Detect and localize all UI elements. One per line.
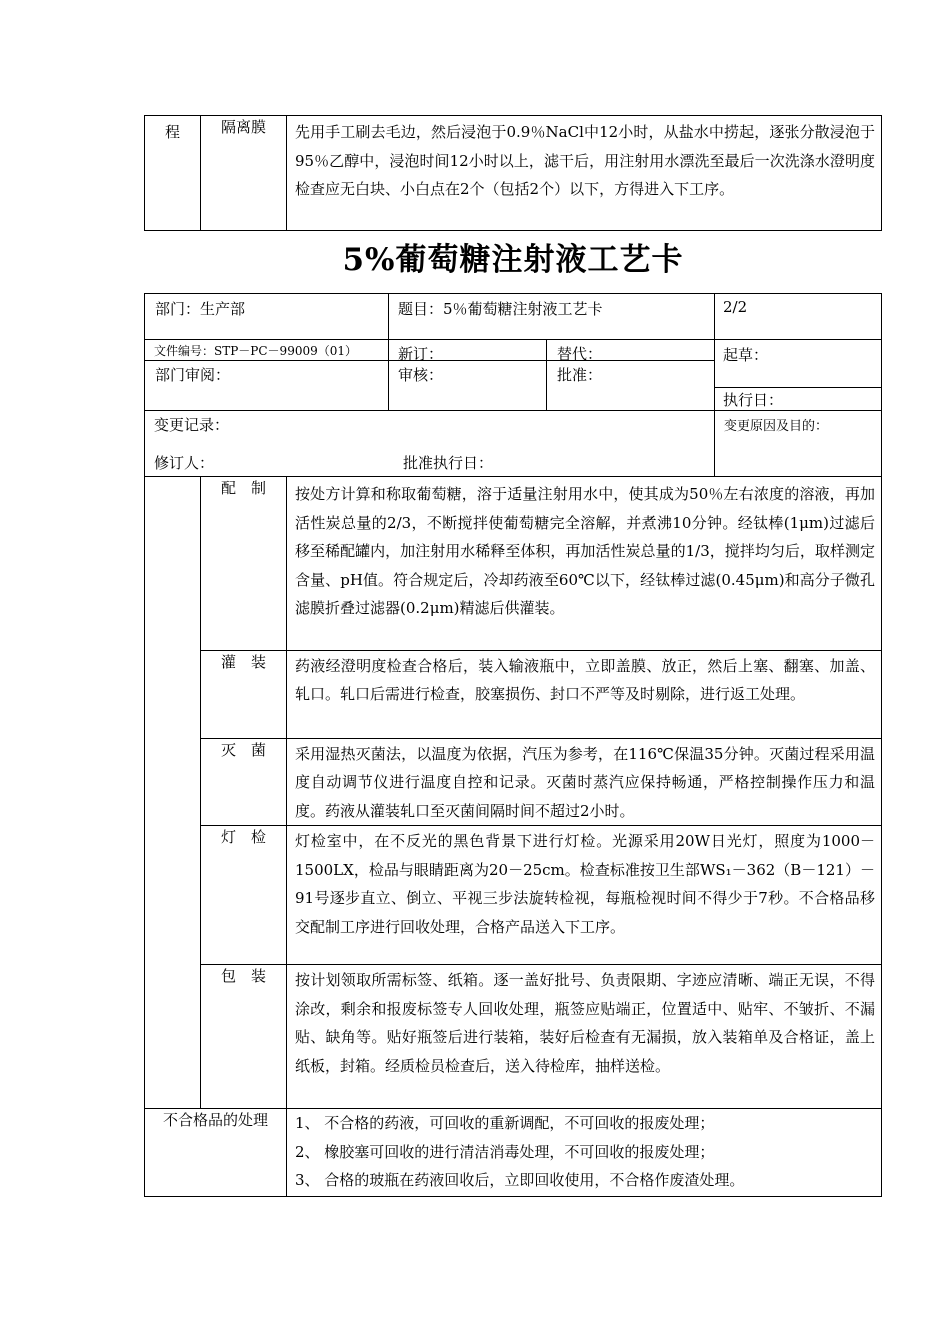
step-text: 按计划领取所需标签、纸箱。逐一盖好批号、负责限期、字迹应清晰、端正无误，不得涂改，剩余和报废标签专人回收处理，瓶签应贴端正，位置适中、贴牢、不皱折、不漏贴、缺角等。贴好瓶签后进行装箱，装好后检查有无漏损，放入装箱单及合格证，盖上纸板，封箱。经质检员检查后，送入待检库，抽样送检。	[295, 971, 875, 1075]
subject-cell	[388, 294, 715, 340]
process-row	[145, 477, 882, 650]
step-label-cell	[201, 477, 287, 650]
subject-text: 题目：5％葡萄糖注射液工艺卡	[398, 300, 603, 318]
execute-label: 执行日：	[723, 391, 784, 409]
department-text: 部门：生产部	[155, 300, 246, 318]
step-text-cell	[287, 826, 882, 965]
process-row	[145, 826, 882, 965]
step-text: 灯检室中，在不反光的黑色背景下进行灯检。光源采用20W日光灯，照度为1000－1500LX，检品与眼睛距离为20－25cm。检查标准按卫生部WS₁－362（B－121）－91号逐步直立、倒立、平视三步法旋转检视，每瓶检视时间不得少于7秒。不合格品移交配制工序进行回收处理，合格产品送入下工序。	[295, 832, 875, 936]
process-table	[144, 477, 882, 1197]
top-fragment-table	[144, 115, 882, 231]
replace-label: 替代：	[557, 345, 603, 363]
step-text-cell	[287, 965, 882, 1109]
new-label: 新订：	[398, 345, 444, 363]
audit-label: 审核：	[398, 366, 444, 384]
page-title: 5%葡萄糖注射液工艺卡	[342, 242, 684, 278]
step-label-cell	[201, 650, 287, 738]
stage-cell	[145, 477, 201, 1109]
step-text: 药液经澄明度检查合格后，装入输液瓶中，立即盖膜、放正，然后上塞、翻塞、加盖、轧口。轧口后需进行检查，胶塞损伤、封口不严等及时剔除，进行返工处理。	[295, 656, 875, 703]
step-label: 包 装	[220, 967, 266, 985]
file-number: 文件编号：STP－PC－99009（01）	[154, 344, 357, 358]
nonconform-list	[287, 1109, 881, 1195]
step-label-cell	[201, 826, 287, 965]
process-row	[145, 738, 882, 826]
stage-label: 程	[164, 123, 180, 141]
page-number: 2/2	[723, 298, 748, 316]
step-label: 灌 装	[220, 652, 266, 671]
step-text-cell	[287, 738, 882, 826]
process-row	[145, 965, 882, 1109]
nonconform-label-cell	[145, 1109, 287, 1197]
nonconform-text-cell	[287, 1109, 882, 1197]
change-record-label: 变更记录：	[154, 416, 230, 434]
draft-label: 起草：	[723, 346, 769, 364]
step-label-cell	[201, 965, 287, 1109]
dept-review-cell	[145, 360, 389, 411]
step-text-cell	[287, 477, 882, 650]
change-reason-label: 变更原因及目的：	[724, 419, 829, 434]
dept-review-label: 部门审阅：	[155, 366, 231, 384]
step-text-cell	[287, 650, 882, 738]
title-block	[144, 234, 882, 279]
step-label-cell	[201, 738, 287, 826]
nonconform-label: 不合格品的处理	[162, 1111, 268, 1129]
page-number-cell	[714, 294, 882, 340]
list-item: 3、 合格的玻瓶在药液回收后，立即回收使用，不合格作废渣处理。	[295, 1171, 745, 1189]
step-text: 采用湿热灭菌法，以温度为依据，汽压为参考，在116℃保温35分钟。灭菌过程采用温度自动调节仪进行温度自控和记录。灭菌时蒸汽应保持畅通，严格控制操作压力和温度。药液从灌装轧口至灭菌间隔时间不超过2小时。	[295, 744, 875, 820]
header-block	[144, 293, 882, 477]
reviser-label: 修订人：	[154, 454, 215, 472]
step-text: 按处方计算和称取葡萄糖，溶于适量注射用水中，使其成为50％左右浓度的溶液，再加活性炭总量的2/3，不断搅拌使葡萄糖完全溶解，并煮沸10分钟。经钛棒(1μm)过滤后移至稀配罐内，加注射用水稀释至体积，再加活性炭总量的1/3，搅拌均匀后，取样测定含量、pH值。符合规定后，冷却药液至60℃以下，经钛棒过滤(0.45μm)和高分子微孔滤膜折叠过滤器(0.2μm)精滤后供灌装。	[295, 485, 875, 617]
step-label: 配 制	[220, 479, 266, 497]
step-label: 灯 检	[220, 828, 266, 846]
file-no-cell	[145, 339, 389, 361]
step-label-cell	[201, 116, 287, 231]
department-cell	[145, 294, 389, 340]
approve-label: 批准：	[557, 366, 603, 384]
list-item: 1、 不合格的药液，可回收的重新调配，不可回收的报废处理；	[295, 1114, 715, 1132]
step-text-cell	[287, 116, 882, 231]
process-row	[145, 650, 882, 738]
stage-cell	[145, 116, 201, 231]
step-text-isolation-film: 先用手工刷去毛边，然后浸泡于0.9％NaCl中12小时，从盐水中捞起，逐张分散浸泡于95％乙醇中，浸泡时间12小时以上，滤干后，用注射用水漂洗至最后一次洗涤水澄明度检查应无白块、小白点在2个（包括2个）以下，方得进入下工序。	[295, 123, 875, 198]
list-item: 2、 橡胶塞可回收的进行清洁消毒处理，不可回收的报废处理；	[295, 1142, 715, 1161]
execute-cell	[714, 387, 882, 411]
draft-cell	[714, 339, 882, 388]
step-label-isolation-film: 隔离膜	[220, 118, 266, 136]
change-record-cell	[145, 411, 715, 477]
approve-execute-label: 批准执行日：	[403, 454, 494, 472]
step-label: 灭 菌	[220, 740, 266, 759]
nonconform-row	[145, 1109, 882, 1197]
